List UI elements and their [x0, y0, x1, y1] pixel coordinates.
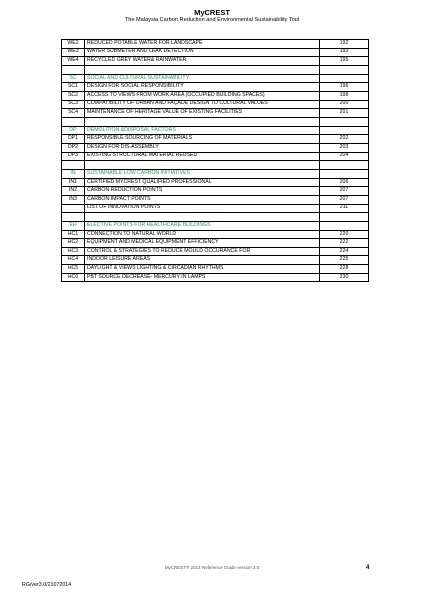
row-code: HC4 — [62, 256, 85, 265]
section-row — [62, 222, 369, 231]
table-row — [62, 204, 369, 213]
row-title: REDUCED POTABLE WATER FOR LANDSCAPE — [85, 40, 320, 49]
row-page — [320, 170, 369, 179]
row-page: 201 — [320, 109, 369, 118]
footer-caption: MyCREST® 2014 Reference Guide version 3.0 — [164, 565, 260, 570]
table-row — [62, 273, 369, 282]
row-code: DP2 — [62, 143, 85, 152]
table-row — [62, 143, 369, 152]
row-code: IN — [62, 170, 85, 179]
row-title: CERTIFIED MYCREST QUALIFIED PROFESSIONAL — [85, 178, 320, 187]
row-title: SUSTAINABLE LOW CARBON INITIATIVES — [85, 170, 320, 179]
section-row — [62, 74, 369, 83]
row-page: 200 — [320, 100, 369, 109]
table-row — [62, 239, 369, 248]
row-code — [62, 161, 85, 170]
spacer-row — [62, 117, 369, 126]
row-code — [62, 213, 85, 222]
row-title: WATER SUBMETER AND LEAK DETECTION — [85, 48, 320, 57]
row-title — [85, 117, 320, 126]
row-code: IN3 — [62, 195, 85, 204]
row-code: DP3 — [62, 152, 85, 161]
row-title — [85, 213, 320, 222]
row-title: ACCESS TO VIEWS FROM WORK AREA (OCCUPIED BUILDING SPACES) — [85, 91, 320, 100]
row-code: WE4 — [62, 57, 85, 66]
row-page: 220 — [320, 230, 369, 239]
row-page: 206 — [320, 178, 369, 187]
row-code: HC1 — [62, 230, 85, 239]
row-code: DP — [62, 126, 85, 135]
row-code: EH — [62, 222, 85, 231]
document-title: MyCREST — [194, 8, 230, 17]
row-title: MAINTENANCE OF HERITAGE VALUE OF EXISTING FACILITIES — [85, 109, 320, 118]
table-row — [62, 178, 369, 187]
row-title: SOCIAL AND CULTURAL SUSTAINABILITY — [85, 74, 320, 83]
row-page — [320, 222, 369, 231]
table-row — [62, 195, 369, 204]
document-reference: RG/ver3.0/21072014 — [22, 582, 72, 588]
row-page: 204 — [320, 152, 369, 161]
row-title: EXISTING STRUCTURAL MATERIAL REUSED — [85, 152, 320, 161]
row-page: 222 — [320, 239, 369, 248]
row-title: DESIGN FOR DIS-ASSEMBLY — [85, 143, 320, 152]
row-title: CARBON REDUCTION POINTS — [85, 187, 320, 196]
row-page: 203 — [320, 143, 369, 152]
row-code: SC3 — [62, 100, 85, 109]
row-page — [320, 74, 369, 83]
spacer-row — [62, 65, 369, 74]
row-title: ELECTIVE POINTS FOR HEALTHCARE BUILDINGS — [85, 222, 320, 231]
row-title: COMPATIBILITY OF URBAN AND FAÇADE DESIGN TO CULTURAL VALUES — [85, 100, 320, 109]
row-page: 192 — [320, 40, 369, 49]
row-title: RESPONSIBLE SOURCING OF MATERIALS — [85, 135, 320, 144]
spacer-row — [62, 161, 369, 170]
table-row — [62, 83, 369, 92]
row-code: HC5 — [62, 265, 85, 274]
row-code: HC2 — [62, 239, 85, 248]
section-row — [62, 170, 369, 179]
row-page — [320, 65, 369, 74]
table-row — [62, 187, 369, 196]
row-page: 195 — [320, 57, 369, 66]
row-page — [320, 213, 369, 222]
row-page — [320, 161, 369, 170]
row-code: WE2 — [62, 40, 85, 49]
row-code: HC6 — [62, 273, 85, 282]
page-header — [0, 8, 424, 24]
row-page: 198 — [320, 91, 369, 100]
row-title: CONNECTION TO NATURAL WORLD — [85, 230, 320, 239]
row-title: CARBON IMPACT POINTS — [85, 195, 320, 204]
table-row — [62, 135, 369, 144]
table-row — [62, 256, 369, 265]
section-row — [62, 126, 369, 135]
row-code: SC — [62, 74, 85, 83]
table-row — [62, 57, 369, 66]
table-row — [62, 152, 369, 161]
row-title — [85, 161, 320, 170]
row-code: HC3 — [62, 247, 85, 256]
row-page — [320, 126, 369, 135]
row-title: CONTROL & STRATEGIES TO REDUCE MOULD OCCURANCE FOR — [85, 247, 320, 256]
row-page: 224 — [320, 247, 369, 256]
row-page: 207 — [320, 195, 369, 204]
table-row — [62, 109, 369, 118]
row-page: 193 — [320, 48, 369, 57]
contents-table — [61, 39, 369, 282]
row-title: LIST OF INNOVATION POINTS — [85, 204, 320, 213]
document-subtitle: The Malaysia Carbon Reduction and Environmental Sustainability Tool — [124, 17, 300, 23]
row-code — [62, 204, 85, 213]
row-title — [85, 65, 320, 74]
row-code: IN1 — [62, 178, 85, 187]
spacer-row — [62, 213, 369, 222]
table-row — [62, 265, 369, 274]
row-page: 202 — [320, 135, 369, 144]
row-page: 230 — [320, 273, 369, 282]
row-code: DP1 — [62, 135, 85, 144]
table-row — [62, 100, 369, 109]
row-title: EQUIPMENT AND MEDICAL EQUIPMENT EFFICIENCY — [85, 239, 320, 248]
row-page: 211 — [320, 204, 369, 213]
row-title: DESIGN FOR SOCIAL RESPONSIBILITY — [85, 83, 320, 92]
row-page: 228 — [320, 265, 369, 274]
table-row — [62, 40, 369, 49]
table-row — [62, 91, 369, 100]
table-row — [62, 48, 369, 57]
row-code — [62, 117, 85, 126]
row-code: SC4 — [62, 109, 85, 118]
row-code: SC1 — [62, 83, 85, 92]
row-code: IN2 — [62, 187, 85, 196]
row-title: PBT SOURCE DECREASE- MERCURY IN LAMPS — [85, 273, 320, 282]
row-page: 207 — [320, 187, 369, 196]
table-row — [62, 230, 369, 239]
row-code — [62, 65, 85, 74]
row-page: 196 — [320, 83, 369, 92]
row-title: RECYCLED GREY WATER& RAINWATER — [85, 57, 320, 66]
row-code: SC2 — [62, 91, 85, 100]
row-code: WE3 — [62, 48, 85, 57]
table-row — [62, 247, 369, 256]
row-page — [320, 117, 369, 126]
page-number: 4 — [366, 565, 370, 571]
row-title: DAYLIGHT & VIEWS LIGHTING & CIRCADIAN RHYTHMS — [85, 265, 320, 274]
row-title: INDOOR LEISURE AREAS — [85, 256, 320, 265]
row-title: DEMOLITION &DISPOSAL FACTORS — [85, 126, 320, 135]
row-page: 225 — [320, 256, 369, 265]
